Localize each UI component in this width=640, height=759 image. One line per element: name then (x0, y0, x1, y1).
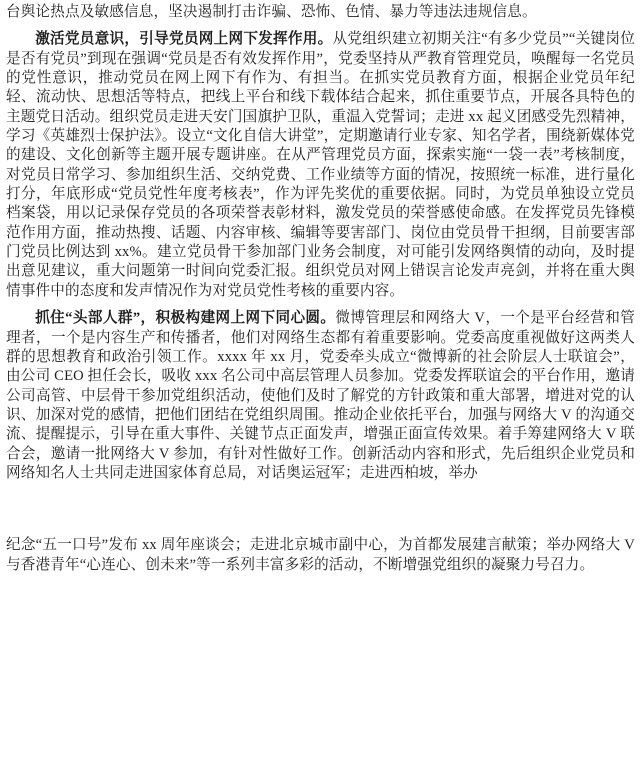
paragraph-activate-party-member-awareness (6, 30, 635, 301)
paragraph-text: 台舆论热点及敏感信息，坚决遏制打击诈骗、恐怖、色情、暴力等违法违规信息。 (6, 4, 537, 20)
paragraph-continuation-from-previous-page (6, 3, 635, 22)
paragraph-bold-lead: 激活党员意识，引导党员网上网下发挥作用。 (35, 31, 333, 48)
paragraph-bold-lead: 抓住“头部人群”，积极构建网上网下同心圆。 (35, 310, 336, 327)
paragraph-head-groups (6, 309, 635, 483)
paragraph-text: 从党组织建立初期关注“有多少党员”“关键岗位是否有党员”到现在强调“党员是否有效发挥作用”，党委坚持从严教育管理党员，唤醒每一名党员的党性意识，推动党员在网上网下有作为、有担当。在抓实党员教育方面，根据企业党员年纪轻、流动快、思想活等特点，把线上平台和线下载体结合起来，抓住重要节点，开展各具特色的主题党日活动。组织党员走进天安门国旗护卫队，重温入党誓词；走进 xx 起义团感受先烈精神，学习《英雄烈士保护法》。设立“文化自信大讲堂”，定期邀请行业专家、知名学者，围绕新媒体党的建设、文化创新等主题开展专题讲座。在从严管理党员方面，探索实施“一袋一表”考核制度，对党员日常学习、参加组织生活、交纳党费、工作业绩等方面的情况，按照统一标准，进行量化打分，年底形成“党员党性年度考核表”，作为评先奖优的重要依据。同时，为党员单独设立党员档案袋，用以记录保存党员的各项荣誉表彰材料，激发党员的荣誉感使命感。在发挥党员先锋模范作用方面，推动热搜、话题、内容审核、编辑等要害部门、岗位由党员骨干担纲，目前要害部门党员比例达到 xx%。建立党员骨干参加部门业务会制度，对可能引发网络舆情的动向，及时提出意见建议，重大问题第一时间向党委汇报。组织党员对网上错误言论发声亮剑，并将在重大舆情事件中的态度和发声情况作为对党员党性考核的重要内容。 (6, 31, 635, 299)
paragraph-text: 纪念“五一口号”发布 xx 周年座谈会；走进北京城市副中心，为首都发展建言献策；举办网络大 V 与香港青年“心连心、创未来”等一系列丰富多彩的活动，不断增强党组织的凝聚力号召力。 (6, 537, 635, 573)
paragraph-head-groups-continued-after-page-break (6, 536, 635, 575)
paragraph-text: 微博管理层和网络大 V，一个是平台经营和管理者，一个是内容生产和传播者，他们对网络生态都有着重要影响。党委高度重视做好这两类人群的思想教育和政治引领工作。xxxx 年 xx 月，党委牵头成立“微博新的社会阶层人士联谊会”，由公司 CEO 担任会长，吸收 xxx 名公司中高层管理人员参加。党委发挥联谊会的平台作用，邀请公司高管、中层骨干参加党组织活动，使他们及时了解党的方针政策和重大部署，增进对党的认识、加深对党的感情，把他们团结在党组织周围。推动企业依托平台，加强与网络大 V 的沟通交流、提醒提示，引导在重大事件、关键节点正面发声，增强正面宣传效果。着手筹建网络大 V 联合会，邀请一批网络大 V 参加，有针对性做好工作。创新活动内容和形式，先后组织企业党员和网络知名人士共同走进国家体育总局，对话奥运冠军；走进西柏坡，举办 (6, 310, 635, 481)
